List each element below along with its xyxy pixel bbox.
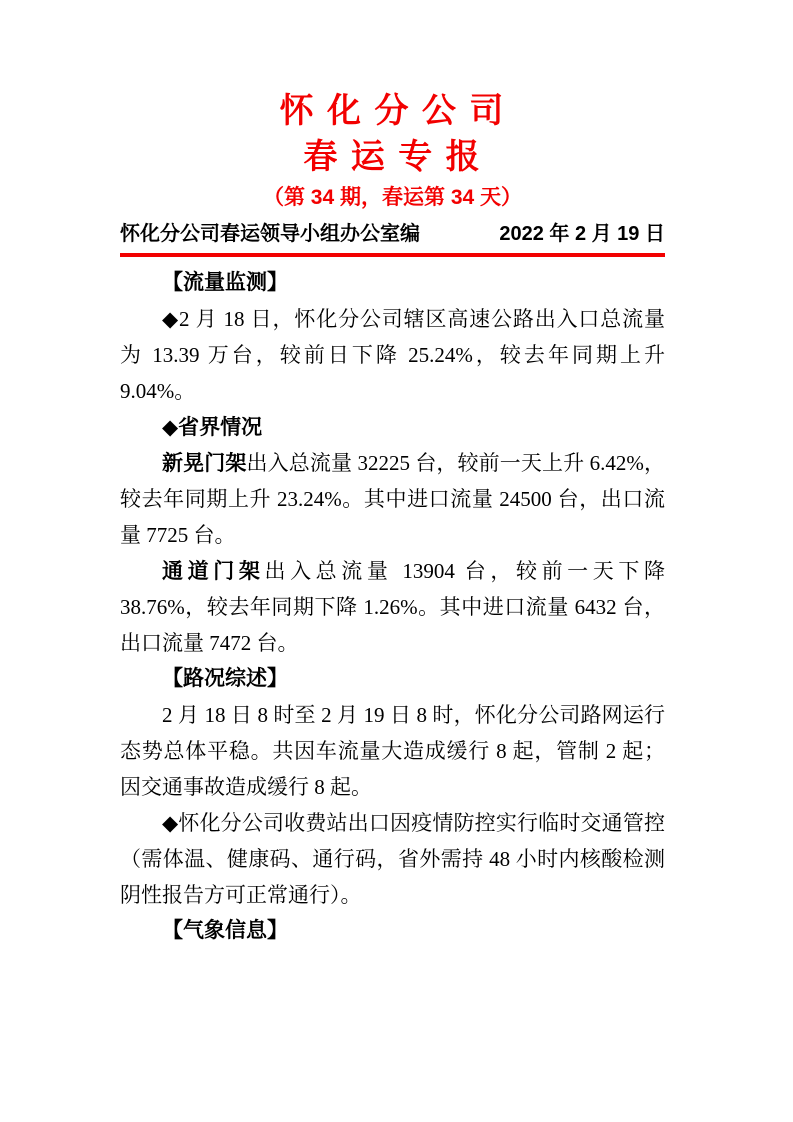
tongdao-gantry-label: 通道门架 bbox=[162, 559, 265, 583]
company-title: 怀 化 分 公 司 bbox=[279, 92, 506, 130]
document-body bbox=[120, 265, 665, 949]
section-heading-weather-info: 【气象信息】 bbox=[162, 919, 288, 942]
xinhuang-gantry-text: 出入总流量 32225 台，较前一天上升 6.42%，较去年同期上升 23.24%。其中进口流量 24500 台，出口流量 7725 台。 bbox=[120, 451, 666, 547]
section-heading-road-conditions: 【路况综述】 bbox=[162, 667, 288, 690]
tongdao-gantry-text: 出入总流量 13904 台，较前一天下降 38.76%，较去年同期下降 1.26%。其中进口流量 6432 台，出口流量 7472 台。 bbox=[120, 559, 666, 655]
meta-row bbox=[120, 221, 665, 257]
report-title: 春 运 专 报 bbox=[303, 138, 482, 176]
publish-date: 2022 年 2 月 19 日 bbox=[499, 223, 665, 245]
document-header bbox=[120, 88, 665, 257]
province-border-subheading: ◆省界情况 bbox=[162, 415, 263, 439]
tongdao-gantry-paragraph bbox=[120, 553, 665, 661]
xinhuang-gantry-label: 新晃门架 bbox=[162, 451, 247, 475]
section-heading-traffic-monitoring: 【流量监测】 bbox=[162, 271, 288, 294]
covid-control-paragraph: ◆怀化分公司收费站出口因疫情防控实行临时交通管控（需体温、健康码、通行码，省外需持 48 小时内核酸检测阴性报告方可正常通行）。 bbox=[120, 811, 665, 907]
traffic-total-paragraph: ◆2 月 18 日，怀化分公司辖区高速公路出入口总流量为 13.39 万台，较前日下降 25.24%，较去年同期上升 9.04%。 bbox=[120, 307, 665, 403]
editor-credit: 怀化分公司春运领导小组办公室编 bbox=[120, 223, 420, 245]
xinhuang-gantry-paragraph bbox=[120, 445, 665, 553]
issue-line: （第 34 期，春运第 34 天） bbox=[262, 186, 523, 209]
road-conditions-paragraph: 2 月 18 日 8 时至 2 月 19 日 8 时，怀化分公司路网运行态势总体平稳。共因车流量大造成缓行 8 起，管制 2 起；因交通事故造成缓行 8 起。 bbox=[120, 703, 665, 799]
